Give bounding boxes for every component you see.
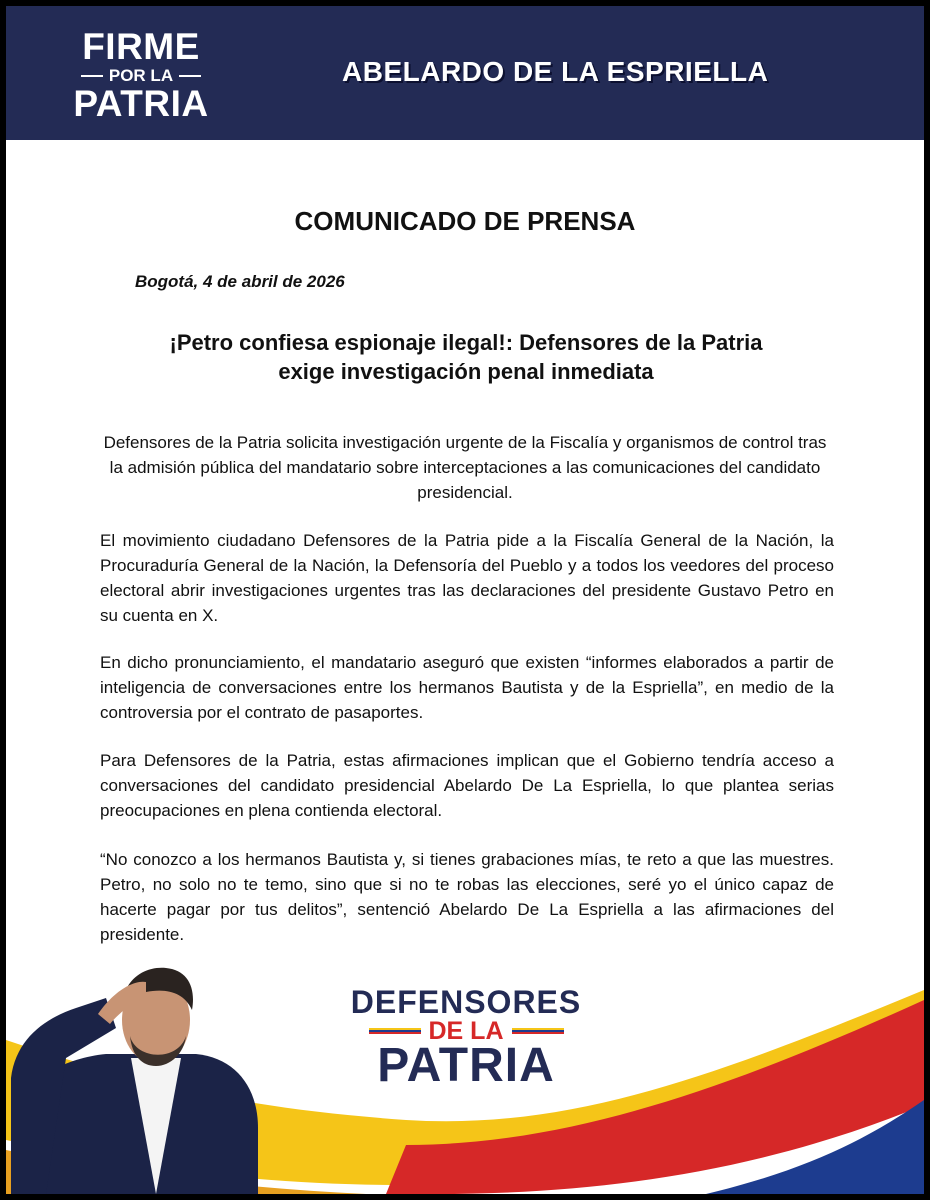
candidate-saluting-photo: [6, 958, 266, 1194]
press-release-page: [6, 6, 924, 1194]
flag-stripe-left: [369, 1028, 421, 1034]
dateline: Bogotá, 4 de abril de 2026: [135, 272, 345, 291]
document-body: [6, 140, 924, 1194]
flag-stripe-right: [512, 1028, 564, 1034]
headline-line-1: ¡Petro confiesa espionaje ilegal!: Defensores de la Patria: [169, 330, 763, 355]
candidate-name: ABELARDO DE LA ESPRIELLA: [342, 56, 769, 87]
firme-por-la-patria-logo: [56, 28, 226, 122]
header-banner: [6, 6, 924, 140]
defensores-de-la-patria-logo: [346, 984, 586, 1092]
footer-logo-line-3: PATRIA: [377, 1039, 555, 1092]
logo-rule-right: [179, 75, 201, 77]
headline-line-2: exige investigación penal inmediata: [278, 359, 654, 384]
logo-rule-left: [81, 75, 103, 77]
logo-line-1: FIRME: [82, 26, 200, 67]
body-paragraph: Para Defensores de la Patria, estas afirmaciones implican que el Gobierno tendría acceso a conversaciones del candidato presidencial Abelardo De La Espriella, lo que plantea serias preocupaciones en plena contienda electoral.: [100, 751, 834, 820]
headline: [96, 328, 836, 386]
quote-paragraph: “No conozco a los hermanos Bautista y, si tienes grabaciones mías, te reto a que las muestres. Petro, no solo no te temo, sino que si no te robas las elecciones, seré yo el único capaz de hacerte pagar por tus delitos”, sentenció Abelardo De La Espriella a las afirmaciones del presidente.: [100, 850, 834, 944]
logo-line-3: PATRIA: [73, 83, 209, 124]
document-title: COMUNICADO DE PRENSA: [294, 206, 636, 236]
body-paragraph: En dicho pronunciamiento, el mandatario aseguró que existen “informes elaborados a partir de inteligencia de conversaciones entre los hermanos Bautista y de la Espriella”, en medio de la controversia por el contrato de pasaportes.: [100, 653, 834, 722]
body-paragraph: El movimiento ciudadano Defensores de la Patria pide a la Fiscalía General de la Nación, la Procuraduría General de la Nación, la Defensoría del Pueblo y a todos los veedores del proceso electoral abrir investigaciones urgentes tras las declaraciones del presidente Gustavo Petro en su cuenta en X.: [100, 531, 834, 625]
footer-logo-line-2-text: DE LA: [428, 1017, 504, 1045]
footer-logo-line-1: DEFENSORES: [350, 984, 582, 1020]
logo-line-2-text: POR LA: [108, 66, 174, 85]
lede-paragraph: Defensores de la Patria solicita investigación urgente de la Fiscalía y organismos de control tras la admisión pública del mandatario sobre interceptaciones a las comunicaciones del candidato presidencial.: [103, 433, 827, 502]
